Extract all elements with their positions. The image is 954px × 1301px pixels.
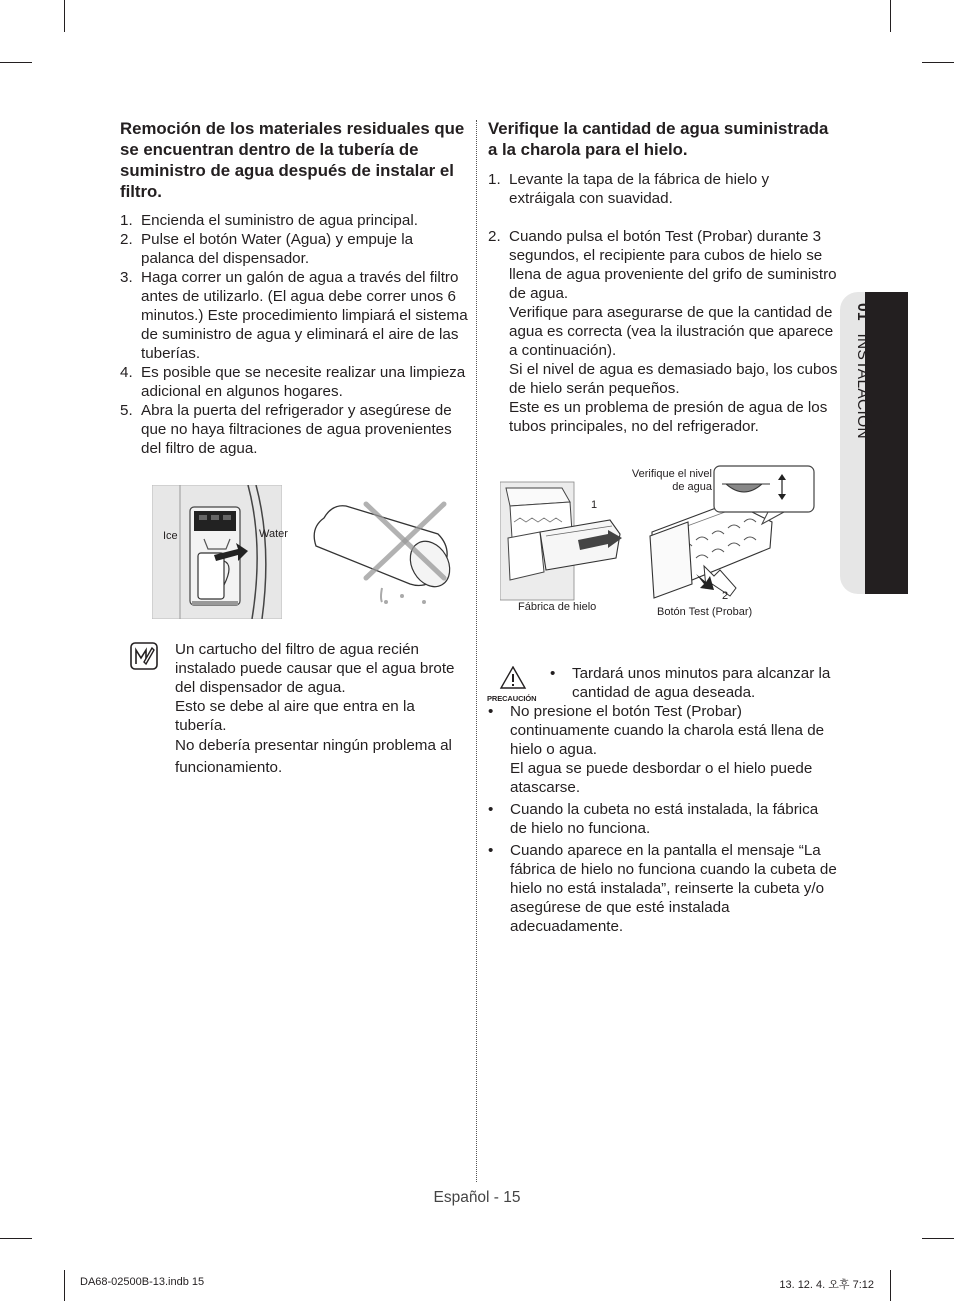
crop-mark (64, 0, 65, 32)
ice-label: Ice (163, 530, 178, 542)
list-item: • No presione el botón Test (Probar) continuamente cuando la charola está llena de hielo o agua. El agua se puede desbordar o el hielo puede atascarse. (488, 703, 825, 796)
side-tab-label (853, 303, 871, 439)
side-tab-bar (865, 368, 908, 594)
list-item: 5. Abra la puerta del refrigerador y asegúrese de que no haya filtraciones de agua provenientes del filtro de agua. (120, 402, 452, 457)
caution-bullets (488, 702, 838, 938)
callout-1: 1 (591, 499, 598, 511)
left-steps (120, 211, 468, 458)
left-heading: Remoción de los materiales residuales que se encuentran dentro de la tubería de suministro de agua después de instalar el filtro. (120, 119, 465, 201)
check-level-label: Verifique el nivel de agua (631, 468, 712, 493)
caution-first-bullet (550, 664, 840, 704)
column-divider (476, 120, 477, 1182)
list-item: 3. Haga correr un galón de agua a través del filtro antes de utilizarlo. (El agua debe correr unos 6 minutos.) Este procedimiento limpiará el sistema de suministro de agua y eliminará el aire de las tuberías. (120, 269, 468, 362)
side-tab-number: 01 (854, 303, 871, 321)
print-slug-date: 13. 12. 4. 오후 7:12 (779, 1279, 874, 1291)
warning-triangle-icon (487, 666, 539, 690)
list-item: • Cuando aparece en la pantalla el mensaje “La fábrica de hielo no funciona cuando la cubeta de hielo no está instalada”, reinserte la cubeta y/o asegúrese de que esté instalada adecuadamente. (488, 842, 837, 935)
crop-mark (0, 62, 32, 63)
note-text: Un cartucho del filtro de agua recién instalado puede causar que el agua brote del dispensador de agua. Esto se debe al aire que entra en la tubería. No debería presentar ningún problema al funcionamiento. (175, 641, 455, 776)
side-tab-marker (865, 292, 908, 368)
left-column (120, 118, 468, 458)
crop-mark (922, 62, 954, 63)
right-column (488, 118, 838, 436)
list-item: 1. Levante la tapa de la fábrica de hielo y extráigala con suavidad. (488, 171, 770, 207)
water-label: Water (259, 528, 288, 540)
test-button-label: Botón Test (Probar) (657, 606, 753, 618)
list-item: • Cuando la cubeta no está instalada, la fábrica de hielo no funciona. (488, 801, 819, 837)
callout-2: 2 (722, 590, 729, 602)
page-number: Español - 15 (433, 1189, 521, 1206)
crop-mark (890, 1270, 891, 1301)
print-slug-file: DA68-02500B-13.indb 15 (80, 1276, 205, 1288)
crop-mark (922, 1238, 954, 1239)
crop-mark (64, 1270, 65, 1301)
right-heading: Verifique la cantidad de agua suministrada a la charola para el hielo. (488, 119, 829, 159)
note-icon (130, 642, 158, 670)
list-item: 2. Cuando pulsa el botón Test (Probar) durante 3 segundos, el recipiente para cubos de hielo se llena de agua proveniente del grifo de suministro de agua. Verifique para asegurarse de que la cantidad de agua es correcta (vea la ilustración que aparece a continuación). Si el nivel de agua es demasiado bajo, los cubos de hielo serán pequeños. Este es un problema de presión de agua de los tubos principales, no del refrigerador. (488, 228, 838, 435)
list-item: 2. Pulse el botón Water (Agua) y empuje la palanca del dispensador. (120, 231, 414, 267)
list-item: • Tardará unos minutos para alcanzar la cantidad de agua deseada. (550, 665, 831, 701)
crop-mark (890, 0, 891, 32)
right-steps (488, 170, 838, 436)
ice-maker-label: Fábrica de hielo (518, 601, 597, 613)
caution-label: PRECAUCIÓN (487, 694, 537, 703)
dispenser-illustration (152, 485, 282, 619)
list-item: 1. Encienda el suministro de agua principal. (120, 212, 418, 229)
filter-cartridge-illustration (306, 498, 466, 610)
crop-mark (0, 1238, 32, 1239)
list-item: 4. Es posible que se necesite realizar una limpieza adicional en algunos hogares. (120, 364, 466, 400)
caution-block (487, 666, 539, 703)
side-tab-title: INSTALACIÓN (854, 333, 871, 439)
